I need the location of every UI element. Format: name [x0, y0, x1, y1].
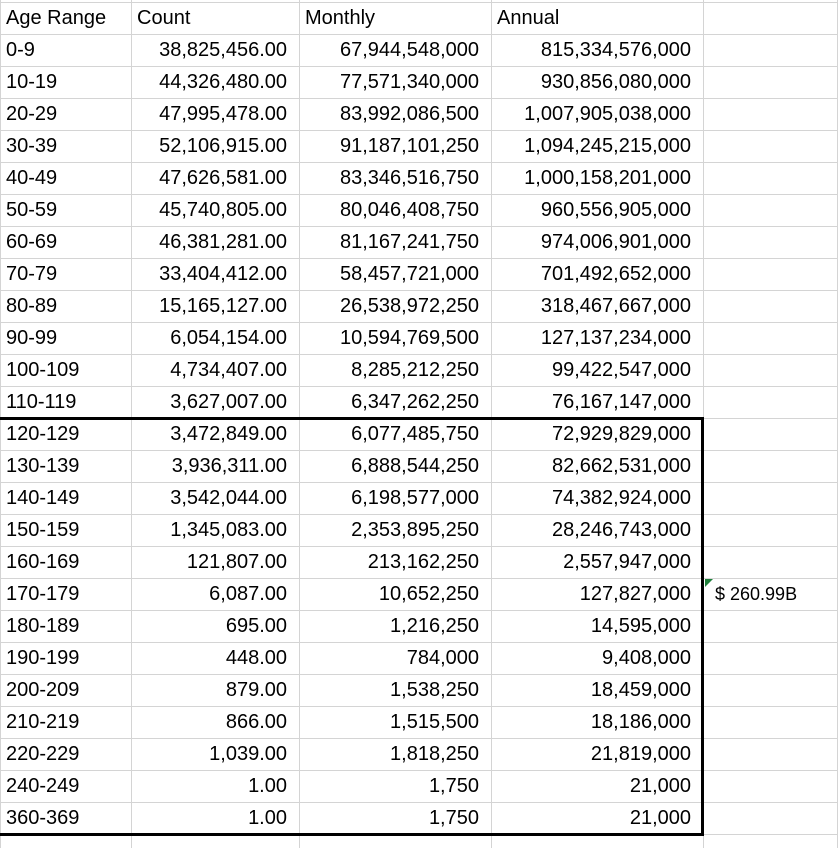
- cell-age[interactable]: 80-89: [6, 295, 58, 317]
- cell-age[interactable]: 120-129: [6, 423, 80, 445]
- cell-count[interactable]: 6,054,154.00: [170, 327, 287, 349]
- cell-age[interactable]: 40-49: [6, 167, 58, 189]
- total-cell[interactable]: $ 260.99B: [715, 584, 798, 604]
- cell-annual[interactable]: 1,007,905,038,000: [524, 103, 691, 125]
- selection-border-top: [0, 417, 704, 420]
- cell-annual[interactable]: 2,557,947,000: [563, 551, 691, 573]
- cell-monthly[interactable]: 91,187,101,250: [339, 135, 479, 157]
- cell-count[interactable]: 15,165,127.00: [159, 295, 287, 317]
- cell-annual[interactable]: 127,137,234,000: [540, 327, 691, 349]
- cell-monthly[interactable]: 2,353,895,250: [351, 519, 479, 541]
- header-cell-count[interactable]: Count: [137, 7, 191, 29]
- cell-annual[interactable]: 21,819,000: [590, 743, 691, 765]
- cell-monthly[interactable]: 6,077,485,750: [351, 423, 479, 445]
- comment-indicator-icon: [705, 579, 713, 587]
- cell-count[interactable]: 1,345,083.00: [170, 519, 287, 541]
- cell-monthly[interactable]: 6,347,262,250: [351, 391, 479, 413]
- cell-annual[interactable]: 21,000: [629, 775, 691, 797]
- cell-monthly[interactable]: 8,285,212,250: [351, 359, 479, 381]
- cell-count[interactable]: 1.00: [248, 807, 287, 829]
- cell-annual[interactable]: 815,334,576,000: [540, 39, 691, 61]
- cell-monthly[interactable]: 1,538,250: [390, 679, 479, 701]
- cell-age[interactable]: 200-209: [6, 679, 80, 701]
- cell-age[interactable]: 100-109: [6, 359, 80, 381]
- cell-age[interactable]: 220-229: [6, 743, 80, 765]
- cell-monthly[interactable]: 1,818,250: [390, 743, 479, 765]
- cell-annual[interactable]: 72,929,829,000: [551, 423, 691, 445]
- cell-monthly[interactable]: 6,888,544,250: [351, 455, 479, 477]
- cell-monthly[interactable]: 6,198,577,000: [351, 487, 479, 509]
- cell-count[interactable]: 3,542,044.00: [170, 487, 287, 509]
- cell-monthly[interactable]: 26,538,972,250: [339, 295, 479, 317]
- cell-monthly[interactable]: 80,046,408,750: [339, 199, 479, 221]
- cell-annual[interactable]: 127,827,000: [579, 583, 691, 605]
- cell-count[interactable]: 47,995,478.00: [159, 103, 287, 125]
- cell-annual[interactable]: 318,467,667,000: [540, 295, 691, 317]
- cell-annual[interactable]: 18,459,000: [590, 679, 691, 701]
- cell-monthly[interactable]: 1,216,250: [390, 615, 479, 637]
- cell-count[interactable]: 46,381,281.00: [159, 231, 287, 253]
- cell-count[interactable]: 1.00: [248, 775, 287, 797]
- cell-count[interactable]: 47,626,581.00: [159, 167, 287, 189]
- cell-count[interactable]: 52,106,915.00: [159, 135, 287, 157]
- cell-count[interactable]: 448.00: [225, 647, 287, 669]
- cell-count[interactable]: 6,087.00: [209, 583, 287, 605]
- cell-annual[interactable]: 974,006,901,000: [540, 231, 691, 253]
- cell-age[interactable]: 20-29: [6, 103, 58, 125]
- cell-count[interactable]: 44,326,480.00: [159, 71, 287, 93]
- cell-count[interactable]: 1,039.00: [209, 743, 287, 765]
- cell-monthly[interactable]: 10,652,250: [378, 583, 479, 605]
- cell-annual[interactable]: 99,422,547,000: [551, 359, 691, 381]
- cell-age[interactable]: 60-69: [6, 231, 58, 253]
- header-cell-monthly[interactable]: Monthly: [305, 7, 376, 29]
- cell-age[interactable]: 140-149: [6, 487, 80, 509]
- cell-age[interactable]: 90-99: [6, 327, 58, 349]
- cell-monthly[interactable]: 1,750: [428, 807, 479, 829]
- cell-count[interactable]: 3,936,311.00: [171, 455, 287, 477]
- cell-age[interactable]: 10-19: [6, 71, 58, 93]
- cell-age[interactable]: 210-219: [6, 711, 80, 733]
- selection-border-bottom: [0, 833, 704, 836]
- selection-border-right: [701, 417, 704, 836]
- cell-annual[interactable]: 1,000,158,201,000: [524, 167, 691, 189]
- cell-count[interactable]: 45,740,805.00: [159, 199, 287, 221]
- cell-age[interactable]: 110-119: [6, 391, 77, 413]
- cell-annual[interactable]: 1,094,245,215,000: [524, 135, 691, 157]
- cell-count[interactable]: 695.00: [225, 615, 287, 637]
- cell-age[interactable]: 360-369: [6, 807, 80, 829]
- cell-monthly[interactable]: 67,944,548,000: [339, 39, 479, 61]
- cell-annual[interactable]: 21,000: [629, 807, 691, 829]
- cell-age[interactable]: 150-159: [6, 519, 80, 541]
- cell-age[interactable]: 0-9: [6, 39, 35, 61]
- cell-monthly[interactable]: 1,515,500: [390, 711, 479, 733]
- cell-monthly[interactable]: 83,992,086,500: [339, 103, 479, 125]
- cell-annual[interactable]: 28,246,743,000: [551, 519, 691, 541]
- cell-age[interactable]: 50-59: [6, 199, 58, 221]
- cell-annual[interactable]: 14,595,000: [590, 615, 691, 637]
- cell-monthly[interactable]: 58,457,721,000: [339, 263, 479, 285]
- cell-annual[interactable]: 74,382,924,000: [551, 487, 691, 509]
- cell-annual[interactable]: 930,856,080,000: [540, 71, 691, 93]
- cell-monthly[interactable]: 81,167,241,750: [339, 231, 479, 253]
- cell-annual[interactable]: 82,662,531,000: [551, 455, 691, 477]
- cell-annual[interactable]: 960,556,905,000: [540, 199, 691, 221]
- cell-annual[interactable]: 701,492,652,000: [540, 263, 691, 285]
- cell-age[interactable]: 160-169: [6, 551, 80, 573]
- cell-annual[interactable]: 18,186,000: [590, 711, 691, 733]
- cell-age[interactable]: 70-79: [6, 263, 58, 285]
- cell-monthly[interactable]: 77,571,340,000: [339, 71, 479, 93]
- header-cell-annual[interactable]: Annual: [497, 7, 560, 29]
- cell-annual[interactable]: 76,167,147,000: [551, 391, 691, 413]
- cell-count[interactable]: 866.00: [225, 711, 287, 733]
- cell-count[interactable]: 38,825,456.00: [159, 39, 287, 61]
- cell-count[interactable]: 121,807.00: [186, 551, 287, 573]
- cell-monthly[interactable]: 1,750: [428, 775, 479, 797]
- cell-age[interactable]: 170-179: [6, 583, 80, 605]
- cell-count[interactable]: 3,627,007.00: [170, 391, 287, 413]
- cell-monthly[interactable]: 83,346,516,750: [339, 167, 479, 189]
- cell-count[interactable]: 4,734,407.00: [170, 359, 287, 381]
- cell-age[interactable]: 180-189: [6, 615, 80, 637]
- cell-monthly[interactable]: 213,162,250: [367, 551, 479, 573]
- cell-age[interactable]: 30-39: [6, 135, 58, 157]
- cell-monthly[interactable]: 10,594,769,500: [339, 327, 479, 349]
- cell-age[interactable]: 190-199: [6, 647, 80, 669]
- cell-age[interactable]: 240-249: [6, 775, 80, 797]
- cell-count[interactable]: 33,404,412.00: [159, 263, 287, 285]
- cell-count[interactable]: 3,472,849.00: [170, 423, 287, 445]
- cell-annual[interactable]: 9,408,000: [602, 647, 691, 669]
- cell-count[interactable]: 879.00: [225, 679, 287, 701]
- cell-age[interactable]: 130-139: [6, 455, 80, 477]
- header-cell-age[interactable]: Age Range: [6, 7, 107, 29]
- cell-monthly[interactable]: 784,000: [406, 647, 479, 669]
